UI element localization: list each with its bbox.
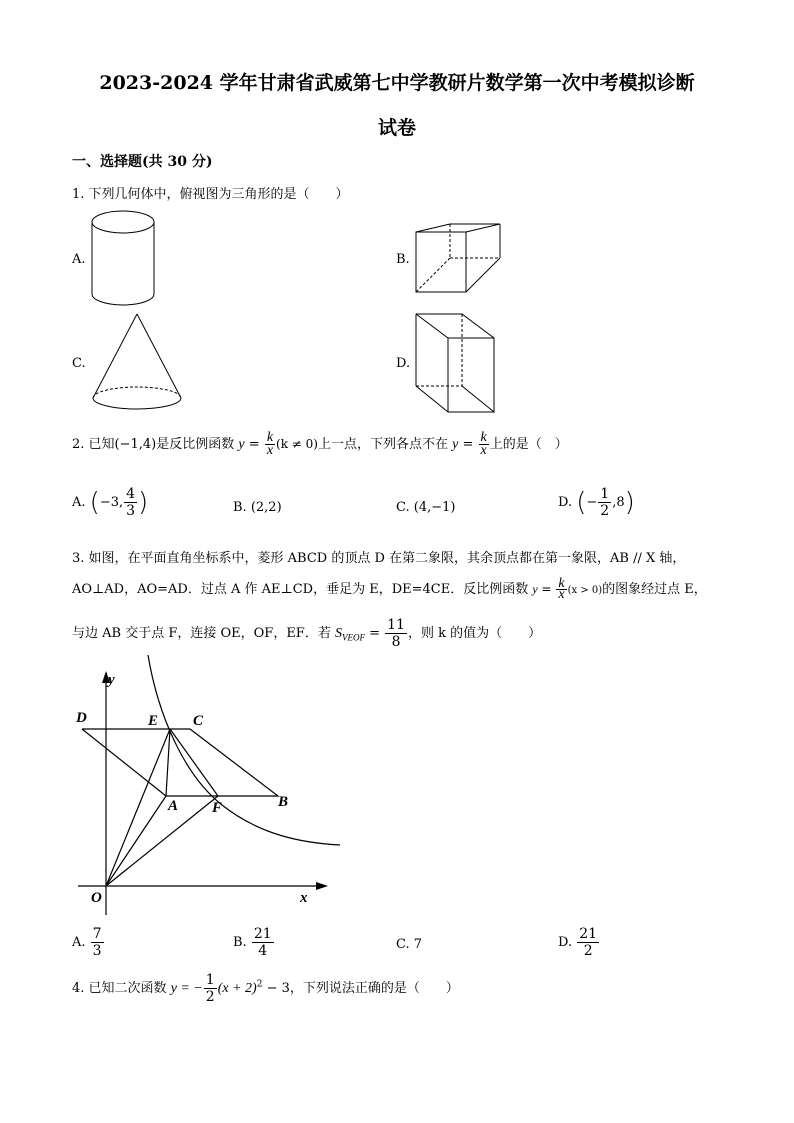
q1-option-a-label: A.: [72, 252, 86, 267]
page-title-line2: 试卷: [377, 117, 416, 139]
label-x: x: [300, 890, 308, 906]
question-1-stem: 1. 下列几何体中，俯视图为三角形的是（ ）: [72, 187, 349, 202]
q1-option-d-label: D.: [396, 356, 411, 371]
question-3-line3: 与边 AB 交于点 F，连接 OE，OF，EF．若 $S_{VEOF}$ = $\frac{11}{8}$ ，则 k 的值为（ ）: [72, 617, 542, 650]
page-title: 2023-2024 学年甘肃省武威第七中学教研片数学第一次中考模拟诊断: [99, 72, 695, 94]
question-3-line1: 3. 如图，在平面直角坐标系中，菱形 ABCD 的顶点 D 在第二象限，其余顶点都在第一象限，AB // X 轴，: [72, 551, 686, 566]
q2-option-b: B. (2,2): [233, 500, 282, 515]
cylinder-figure: [90, 206, 162, 310]
q1-option-c-label: C.: [72, 356, 86, 371]
q2-option-d: D. (− $\frac{1}{2}$ ,8): [558, 486, 635, 519]
label-a: A: [168, 798, 179, 814]
q1-option-b-label: B.: [396, 252, 410, 267]
label-d: D: [76, 710, 87, 726]
label-f: F: [212, 800, 223, 816]
section-heading: 一、选择题(共 30 分): [72, 154, 213, 170]
label-e: E: [148, 713, 159, 729]
label-y: y: [108, 672, 115, 688]
label-c: C: [193, 713, 204, 729]
q2-option-a: A. (−3, $\frac{4}{3}$ ): [72, 486, 149, 519]
label-b: B: [278, 794, 289, 810]
question-3-line2: AO⊥AD，AO=AD．过点 A 作 AE⊥CD，垂足为 E，DE=4CE．反比例函数 y = $\frac{k}{x}$ (x > 0)的图象经过点 E，: [72, 576, 707, 602]
rhombus-hyperbola-diagram: [72, 655, 342, 920]
rectangular-prism-figure: [414, 222, 504, 296]
q3-option-c: C. 7: [396, 937, 423, 952]
label-o: O: [91, 890, 102, 906]
question-2-stem: 2. 已知(−1,4)是反比例函数 y = $\frac{k}{x}$ (k ≠ 0)上一点，下列各点不在 y = $\frac{k}{x}$ 上的是（ ）: [72, 430, 568, 458]
q3-option-a: A. $\frac{7}{3}$: [72, 926, 102, 959]
question-4-stem: 4. 已知二次函数 y = − $\frac{1}{2}$ $(x + 2)^2 - 3$，下列说法正确的是（ ）: [72, 972, 459, 1005]
q2-option-c: C. (4,−1): [396, 500, 456, 515]
cone-figure: [90, 312, 186, 412]
triangular-prism-figure: [414, 310, 496, 414]
q3-option-d: D. $\frac{21}{2}$: [558, 926, 598, 959]
q3-option-b: B. $\frac{21}{4}$: [233, 926, 272, 959]
